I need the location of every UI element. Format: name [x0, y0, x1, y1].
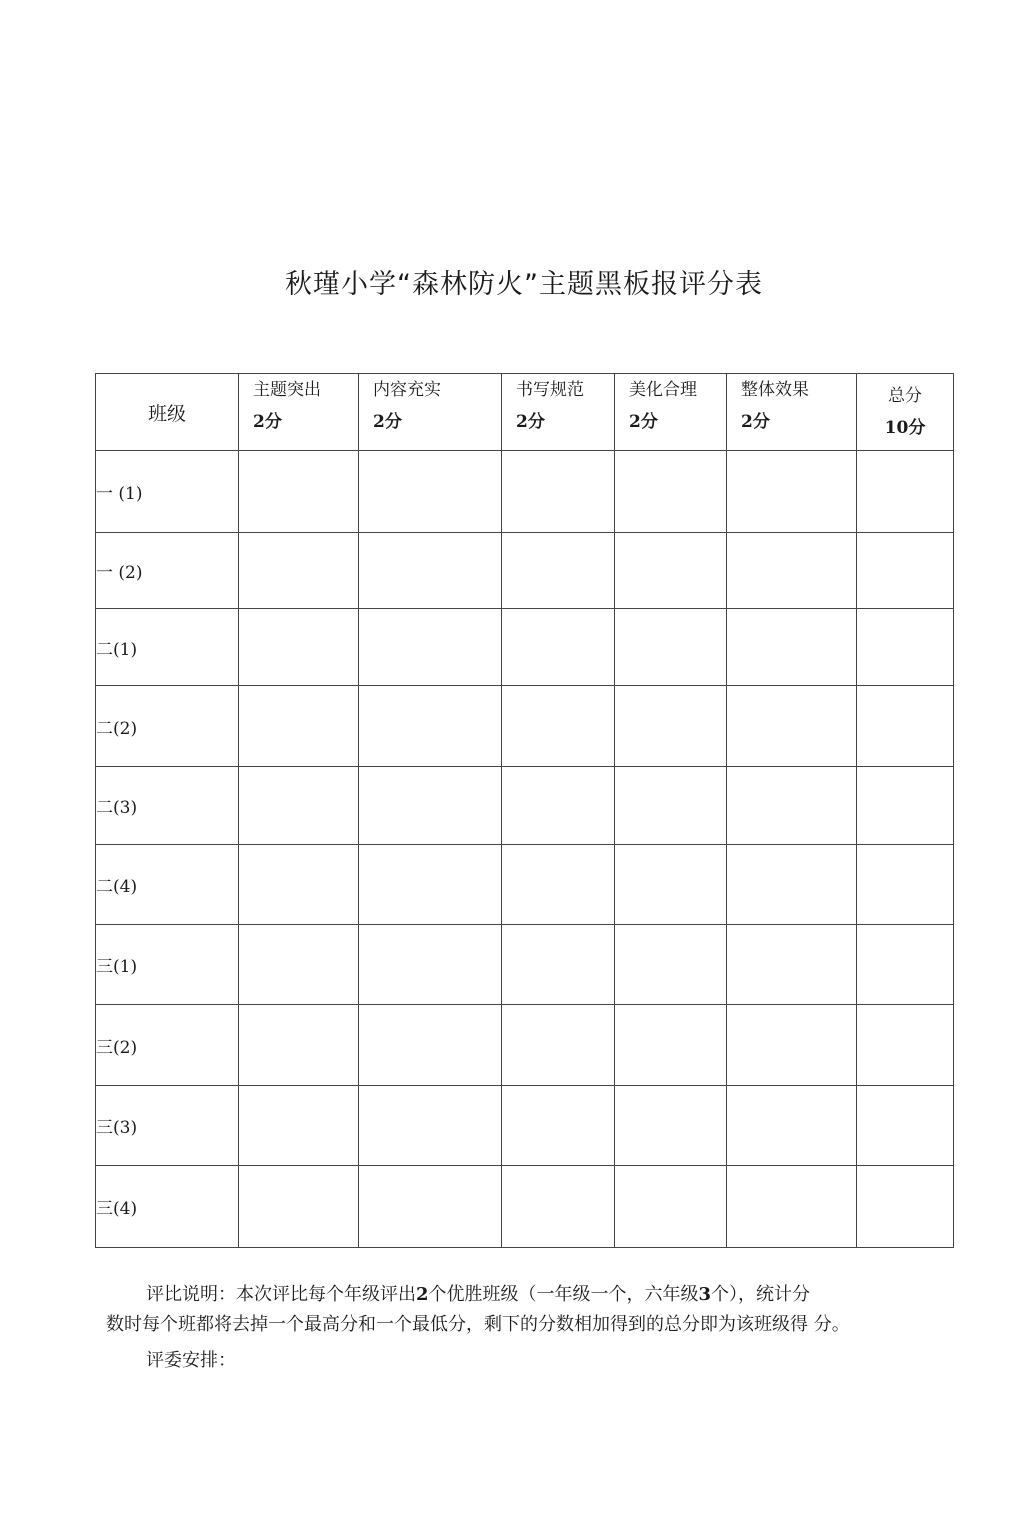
- column-header-overall: [727, 374, 857, 451]
- class-name-cell: [96, 767, 239, 845]
- score-cell[interactable]: [239, 1166, 359, 1248]
- total-label: 总分: [888, 386, 922, 406]
- column-header-decoration: [615, 374, 727, 451]
- class-name-cell: [96, 533, 239, 609]
- rules-note-line2: 数时每个班都将去掉一个最高分和一个最低分，剩下的分数相加得到的总分即为该班级得 分。: [106, 1314, 850, 1335]
- class-number: (2): [113, 1037, 138, 1058]
- class-name-cell: [96, 1005, 239, 1086]
- score-cell[interactable]: [359, 533, 502, 609]
- score-cell[interactable]: [502, 1166, 615, 1248]
- score-cell[interactable]: [615, 767, 727, 845]
- score-cell[interactable]: [615, 533, 727, 609]
- score-cell[interactable]: [359, 686, 502, 767]
- class-number: (3): [113, 798, 138, 818]
- class-name-cell: [96, 1086, 239, 1166]
- score-cell[interactable]: [502, 686, 615, 767]
- score-cell[interactable]: [359, 1166, 502, 1248]
- score-cell[interactable]: [615, 609, 727, 686]
- score-cell[interactable]: [727, 533, 857, 609]
- score-cell[interactable]: [857, 1086, 954, 1166]
- table-row: [96, 845, 954, 925]
- column-header-writing: [502, 374, 615, 451]
- table-row: [96, 686, 954, 767]
- column-points: 2分: [516, 412, 545, 432]
- score-cell[interactable]: [359, 845, 502, 925]
- grade-label: 二: [96, 798, 113, 818]
- score-cell[interactable]: [727, 1166, 857, 1248]
- score-table: [95, 373, 954, 1248]
- score-cell[interactable]: [727, 1086, 857, 1166]
- class-name-cell: [96, 609, 239, 686]
- grade-label: 一: [96, 484, 113, 504]
- class-column-header: 班级: [96, 374, 239, 451]
- score-cell[interactable]: [359, 1086, 502, 1166]
- table-row: [96, 1086, 954, 1166]
- score-cell[interactable]: [615, 1086, 727, 1166]
- class-number: (1): [113, 484, 143, 504]
- grade-label: 二: [96, 639, 113, 660]
- rules-text: 个），统计分: [711, 1284, 811, 1305]
- score-cell[interactable]: [239, 1086, 359, 1166]
- score-cell[interactable]: [727, 609, 857, 686]
- column-label: 内容充实: [373, 380, 441, 400]
- grade-label: 三: [96, 1037, 113, 1058]
- column-label: 整体效果: [741, 380, 809, 400]
- class-name-cell: [96, 1166, 239, 1248]
- column-label: 书写规范: [516, 380, 584, 400]
- column-header-theme: [239, 374, 359, 451]
- score-cell[interactable]: [857, 686, 954, 767]
- score-cell[interactable]: [857, 451, 954, 533]
- score-cell[interactable]: [239, 533, 359, 609]
- score-cell[interactable]: [857, 609, 954, 686]
- rules-note-line1: [146, 1280, 810, 1306]
- score-cell[interactable]: [502, 767, 615, 845]
- score-cell[interactable]: [239, 1005, 359, 1086]
- column-points: 2分: [629, 412, 658, 432]
- column-header-total: [857, 374, 954, 451]
- table-row: [96, 533, 954, 609]
- header-row: [96, 374, 954, 451]
- judges-label: 评委安排：: [146, 1350, 236, 1371]
- table-row: [96, 451, 954, 533]
- rules-text: 评比说明：本次评比每个年级评出: [146, 1284, 416, 1305]
- grade-label: 三: [96, 1199, 113, 1219]
- score-cell[interactable]: [359, 925, 502, 1005]
- score-cell[interactable]: [727, 767, 857, 845]
- score-cell[interactable]: [502, 609, 615, 686]
- score-cell[interactable]: [502, 845, 615, 925]
- score-cell[interactable]: [615, 686, 727, 767]
- score-cell[interactable]: [857, 1005, 954, 1086]
- grade-label: 三: [96, 957, 113, 977]
- score-cell[interactable]: [615, 451, 727, 533]
- score-cell[interactable]: [239, 925, 359, 1005]
- score-cell[interactable]: [502, 533, 615, 609]
- grade-label: 三: [96, 1118, 113, 1138]
- score-cell[interactable]: [727, 845, 857, 925]
- total-points: 10分: [884, 418, 926, 438]
- rules-number: 3: [698, 1284, 712, 1305]
- score-cell[interactable]: [502, 451, 615, 533]
- score-cell[interactable]: [239, 845, 359, 925]
- column-points: 2分: [253, 412, 282, 432]
- score-cell[interactable]: [615, 1005, 727, 1086]
- score-cell[interactable]: [857, 845, 954, 925]
- score-cell[interactable]: [727, 1005, 857, 1086]
- table-row: [96, 925, 954, 1005]
- class-number: (4): [113, 1199, 138, 1219]
- grade-label: 二: [96, 718, 113, 739]
- column-points: 2分: [373, 412, 402, 432]
- class-number: (3): [113, 1118, 138, 1138]
- grade-label: 一: [96, 563, 113, 583]
- score-cell[interactable]: [857, 767, 954, 845]
- score-cell[interactable]: [502, 1086, 615, 1166]
- score-cell[interactable]: [359, 1005, 502, 1086]
- table-row: [96, 1005, 954, 1086]
- table-row: [96, 1166, 954, 1248]
- score-cell[interactable]: [239, 767, 359, 845]
- class-number: (1): [113, 639, 138, 660]
- column-label: 主题突出: [253, 380, 321, 400]
- score-cell[interactable]: [502, 925, 615, 1005]
- class-number: (2): [113, 718, 138, 739]
- column-label: 美化合理: [629, 380, 697, 400]
- class-name-cell: [96, 925, 239, 1005]
- score-cell[interactable]: [239, 451, 359, 533]
- class-name-cell: [96, 845, 239, 925]
- score-cell[interactable]: [615, 925, 727, 1005]
- score-cell[interactable]: [359, 451, 502, 533]
- score-cell[interactable]: [359, 609, 502, 686]
- score-cell[interactable]: [615, 1166, 727, 1248]
- score-cell[interactable]: [727, 925, 857, 1005]
- score-cell[interactable]: [502, 1005, 615, 1086]
- rules-number: 2: [416, 1284, 429, 1305]
- class-name-cell: [96, 451, 239, 533]
- column-header-content: [359, 374, 502, 451]
- score-cell[interactable]: [727, 686, 857, 767]
- class-number: (4): [113, 877, 138, 897]
- score-cell[interactable]: [615, 845, 727, 925]
- column-points: 2分: [741, 412, 770, 432]
- page-title: 秋瑾小学“森林防火”主题黑板报评分表: [285, 269, 763, 300]
- rules-text: 个优胜班级（一年级一个，六年级: [428, 1284, 699, 1305]
- score-cell[interactable]: [359, 767, 502, 845]
- grade-label: 二: [96, 877, 113, 897]
- class-number: (2): [113, 563, 143, 583]
- score-cell[interactable]: [727, 451, 857, 533]
- score-cell[interactable]: [239, 609, 359, 686]
- score-cell[interactable]: [857, 533, 954, 609]
- table-row: [96, 609, 954, 686]
- score-cell[interactable]: [239, 686, 359, 767]
- table-row: [96, 767, 954, 845]
- class-name-cell: [96, 686, 239, 767]
- class-number: (1): [113, 957, 138, 977]
- score-cell[interactable]: [857, 925, 954, 1005]
- score-cell[interactable]: [857, 1166, 954, 1248]
